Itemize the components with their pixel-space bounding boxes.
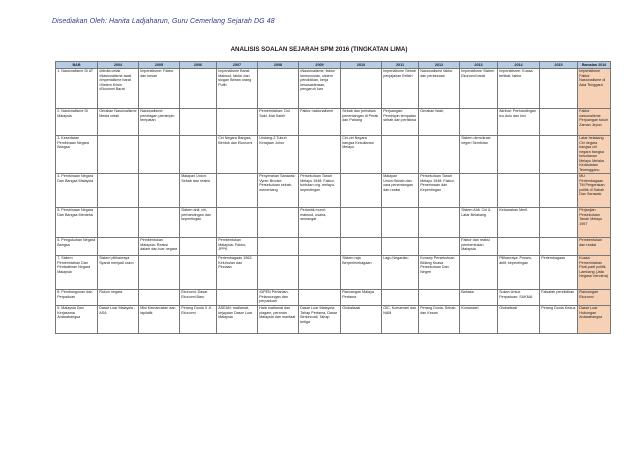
- table-cell: [98, 135, 139, 173]
- table-cell: [341, 207, 382, 237]
- table-cell: [419, 135, 460, 173]
- table-cell: [299, 237, 341, 255]
- table-cell: [180, 108, 217, 135]
- table-cell: Persekutuan Tanah Melayu 1948: Faktor, Penerimaan dan Kepentingan: [419, 173, 460, 207]
- table-cell: [341, 237, 382, 255]
- table-cell: Perang Dunia II -K Ekonomi: [180, 305, 217, 333]
- table-cell: Imperialisme: Kuasa tertikat, faktor: [498, 68, 540, 108]
- table-cell: Sistem raja Berperlembagaan: [341, 255, 382, 289]
- table-cell: Nasionalisme: penelagan pemimpin tempatan: [139, 108, 180, 135]
- table-cell: Perlembagaan: [540, 255, 578, 289]
- table-cell: ASEAN: matlamat, kejayaan Dasar Luar Malaysia: [217, 305, 258, 333]
- table-cell: Lagu Negaraku: [382, 255, 419, 289]
- table-cell: Faktor dan reaksi pembentukan Malaysia: [460, 237, 498, 255]
- table-cell: [180, 255, 217, 289]
- table-cell: Misi Kemanusian dan lapilatik: [139, 305, 180, 333]
- table-cell: [258, 207, 299, 237]
- row-label: 4. Pembinaan Negara Dan Bangsa Malaysia: [56, 173, 98, 207]
- table-cell: Dasar Luar Malaysia: Tahap Pertama, Dasar Berkecuali, Tahap ketiga: [299, 305, 341, 333]
- table-cell: [299, 135, 341, 173]
- table-cell: [299, 289, 341, 305]
- table-row: [56, 108, 611, 135]
- row-label: 7. Sistem Pemerintahan Dan Pentadbiran Negara Malaysia: [56, 255, 98, 289]
- analysis-table: [55, 61, 611, 334]
- table-cell: [540, 207, 578, 237]
- table-cell: Pembentukan Malaysia: Faktor, JPPK: [217, 237, 258, 255]
- table-cell: [498, 237, 540, 255]
- table-row: [56, 255, 611, 289]
- column-header: 2005: [139, 62, 180, 69]
- table-cell: [540, 237, 578, 255]
- table-cell: [98, 237, 139, 255]
- table-cell: [139, 207, 180, 237]
- table-cell: [460, 108, 498, 135]
- column-header: 2010: [341, 62, 382, 69]
- table-cell: Sistem Ahli: Ciri & Latar Belakang: [460, 207, 498, 237]
- table-cell: Perjuangan: Pemimpin tempatan sebab dan peristiwa: [382, 108, 419, 135]
- column-header: 2014: [498, 62, 540, 69]
- column-header: 2007: [217, 62, 258, 69]
- table-cell: [98, 207, 139, 237]
- table-cell: [419, 207, 460, 237]
- table-row: [56, 289, 611, 305]
- document-title: ANALISIS SOALAN SEJARAH SPM 2016 (TINGKATAN LIMA): [230, 46, 408, 53]
- table-cell: [540, 173, 578, 207]
- table-cell: Hala matlamat dan piagam, peranan Malaysia dan manfaat: [258, 305, 299, 333]
- table-cell: Faktor nasionalisme Perjuangan tokoh Zaman Jepun: [578, 108, 611, 135]
- table-cell: •DPEN Pertanian, Pelancongan dan perpaduan: [258, 289, 299, 305]
- table-cell: [341, 173, 382, 207]
- credit-line: Disediakan Oleh: Hanita Ladjaharun, Guru Cemerlang Sejarah DG 48: [52, 18, 275, 25]
- table-cell: [180, 237, 217, 255]
- column-header: 2015: [540, 62, 578, 69]
- table-cell: [139, 135, 180, 173]
- table-cell: Sistem pilihanraya Syarat menjadi calon: [98, 255, 139, 289]
- table-cell: Rancangan Malaya Pertama: [341, 289, 382, 305]
- table-cell: MU Perlembagaan TM Pergerakan politik di Sabah Dan Sarawak: [578, 173, 611, 207]
- row-label: 6. Pengukuhan Negara Bangsa: [56, 237, 98, 255]
- table-cell: Faktor nasionalisme: [299, 108, 341, 135]
- table-cell: OIC, Komanwel dan NAM: [382, 305, 419, 333]
- table-cell: Malayan Union: Sebab dan reaksi: [180, 173, 217, 207]
- table-cell: [460, 255, 498, 289]
- table-cell: Komanwel: [460, 305, 498, 333]
- table-cell: [540, 68, 578, 108]
- column-header: Ramalan 2016: [578, 62, 611, 69]
- table-cell: Sistem demokrasi negeri Sembilan: [460, 135, 498, 173]
- table-cell: [540, 135, 578, 173]
- table-cell: Imperialisme: Faktor dan kesan: [139, 68, 180, 108]
- table-cell: [139, 255, 180, 289]
- table-cell: [180, 135, 217, 173]
- column-header: 2004: [98, 62, 139, 69]
- table-cell: Gerakan Islah,: [419, 108, 460, 135]
- table-row: [56, 68, 611, 108]
- table-cell: Sukan Untuk Perpaduan: SUKMA: [498, 289, 540, 305]
- table-cell: Sebab dan peristiwa penentangan di Perak dan Pahang: [341, 108, 382, 135]
- row-label: 8. Pembangunan dan Perpaduan: [56, 289, 98, 305]
- table-cell: Gerakan Nasionalisme Media cetak: [98, 108, 139, 135]
- table-cell: [460, 173, 498, 207]
- column-header: 2008: [258, 62, 299, 69]
- table-cell: Ciri Negara Bangsa, Bentuk dan Ekonomi: [217, 135, 258, 173]
- table-header-row: [56, 62, 611, 69]
- table-cell: Pembentukan dan reaksi: [578, 237, 611, 255]
- table-cell: Dasar Luar Hubungan Antarabangsa: [578, 305, 611, 333]
- table-cell: Akhbar: Perbandingan isu dulu dan kini: [498, 108, 540, 135]
- table-cell: Malayan Union:Sebab dan cara penentangan dan reaksi: [382, 173, 419, 207]
- column-header: 2012: [419, 62, 460, 69]
- table-cell: Pembentukan Malaysia: Reaksi dalam dan luar negara: [139, 237, 180, 255]
- table-cell: Imperialisme Faktor Nasionalisme di Asia Tenggara: [578, 68, 611, 108]
- table-cell: Globalisasi: [341, 305, 382, 333]
- table-cell: [258, 68, 299, 108]
- row-label: 9. Malaysia Dan Kerjasama Antarabangsa: [56, 305, 98, 333]
- table-cell: [217, 289, 258, 305]
- table-row: [56, 207, 611, 237]
- row-label: 3. Kesedaran Pembinaan Negara Bangsa: [56, 135, 98, 173]
- table-cell: Latar belakang Ciri negara bangsa ciri negara bangsa kesultanan Melayu Melaka Kedaulatan Tenengganu: [578, 135, 611, 173]
- table-cell: Perang Dunia Kedua: [540, 305, 578, 333]
- table-cell: [498, 135, 540, 173]
- column-header: BAB: [56, 62, 98, 69]
- table-row: [56, 305, 611, 333]
- table-cell: Perlantik murni: maksud, usaha, semangat: [299, 207, 341, 237]
- table-cell: Rancangan Ekonomi: [578, 289, 611, 305]
- table-cell: Penyerahan Sarawak: Vyner Brooke, Persekutuan sebab-menentang: [258, 173, 299, 207]
- table-cell: Imperialisme Barat: Maksud, faktor dan slogan Beban orang Putih: [217, 68, 258, 108]
- table-cell: Ketuarakan Merit: [498, 207, 540, 237]
- table-row: [56, 237, 611, 255]
- table-cell: Konsep Persekutuan Bidang Kuasa Persekutuan Dan Negeri: [419, 255, 460, 289]
- table-cell: [98, 173, 139, 207]
- table-cell: [180, 68, 217, 108]
- table-cell: [258, 237, 299, 255]
- table-cell: Globalisasi: [498, 305, 540, 333]
- table-cell: Rukun negara: [98, 289, 139, 305]
- table-cell: Imperialisme Sebab penjajahan British: [382, 68, 419, 108]
- row-label: 5. Pembinaan Negara Dan Bangsa Merdeka: [56, 207, 98, 237]
- table-cell: [498, 173, 540, 207]
- table-cell: [139, 289, 180, 305]
- table-cell: [382, 207, 419, 237]
- table-cell: Kuasa Pemerintahan Parti-parti politik Lambang (Jata Negara/ bendera): [578, 255, 611, 289]
- table-cell: Undang-2 Tubuh Kerajaan Johor: [258, 135, 299, 173]
- table-cell: Dasar Luar Malaysia -ASA: [98, 305, 139, 333]
- column-header: 2009: [299, 62, 341, 69]
- table-cell: Perlembagaan 1963: Keluhuran dan Pindaan: [217, 255, 258, 289]
- row-label: 2. Nasionalisme Di Malaysia: [56, 108, 98, 135]
- table-cell: Perjanjian Persekutuan Tanah Melayu 1957: [578, 207, 611, 237]
- table-cell: Bahasa: [460, 289, 498, 305]
- table-cell: [258, 255, 299, 289]
- table-cell: [540, 108, 578, 135]
- table-cell: Imperialisme Sistem Ekonomi barat: [460, 68, 498, 108]
- table-cell: •Media cetak •Nasionalisme awal •Imperialisme barat •Sistem Krisis •Ekonomi Barat: [98, 68, 139, 108]
- table-cell: [382, 135, 419, 173]
- table-cell: Ciri-ciri Negara bangsa Kesultanan Melayu: [341, 135, 382, 173]
- column-header: 2013: [460, 62, 498, 69]
- table-cell: [217, 108, 258, 135]
- column-header: 2006: [180, 62, 217, 69]
- table-cell: [217, 207, 258, 237]
- table-cell: Nasionalisme faktor dan perbezaan: [419, 68, 460, 108]
- table-cell: [217, 173, 258, 207]
- table-row: [56, 135, 611, 173]
- table-cell: Falsafah pendidikan: [540, 289, 578, 305]
- table-cell: [419, 237, 460, 255]
- table-cell: Persekutuan Tanah Melayu 1948: Faktor, tuntutan org. melayu, kepentingan: [299, 173, 341, 207]
- table-cell: Ekonomi: Dasar Ekonomi Baru: [180, 289, 217, 305]
- table-cell: Pemerintahan: Dol Said, Mat Saleh: [258, 108, 299, 135]
- table-cell: •Nasionalisme: faktor kemunculan, sistem pendidikan, kerja kesusasteraan, pengaruh luar: [299, 68, 341, 108]
- table-cell: Pilihanraya: Proses, aktif, kepentingan: [498, 255, 540, 289]
- table-cell: Sistem ahli: ciri, perbandingan dan kepentingan: [180, 207, 217, 237]
- column-header: 2011: [382, 62, 419, 69]
- table-cell: [419, 289, 460, 305]
- table-cell: Perang Dunia: Sebab dan Kesan: [419, 305, 460, 333]
- table-row: [56, 173, 611, 207]
- table-cell: [139, 173, 180, 207]
- row-label: 1. Nasionalisme Di AT: [56, 68, 98, 108]
- table-cell: [382, 237, 419, 255]
- table-cell: [299, 255, 341, 289]
- table-cell: [341, 68, 382, 108]
- table-cell: [382, 289, 419, 305]
